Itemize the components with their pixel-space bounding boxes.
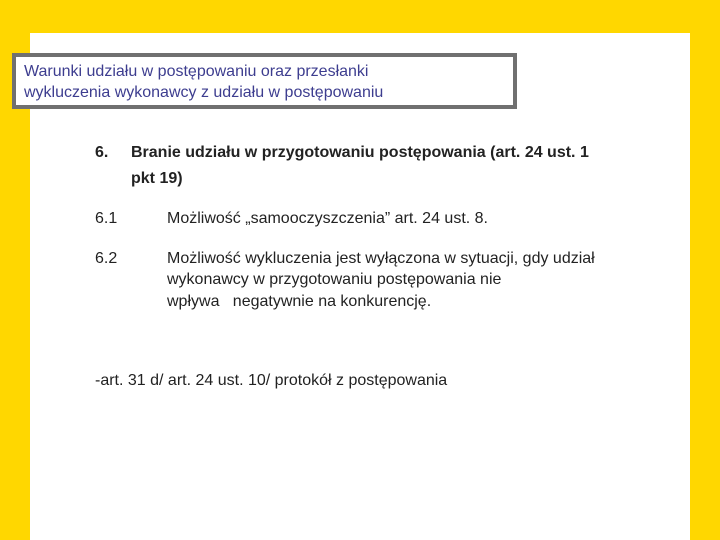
item-6-2-text-line-3: wpływa negatywnie na konkurencję. (167, 293, 432, 310)
item-6-2-text-line-2: wykonawcy w przygotowaniu postępowania nie (167, 271, 502, 288)
footer-note: -art. 31 d/ art. 24 ust. 10/ protokół z postępowania (95, 372, 448, 389)
slide-title-line-1: Warunki udziału w postępowaniu oraz przesłanki (24, 63, 369, 80)
section-heading-line-1: Branie udziału w przygotowaniu postępowania (art. 24 ust. 1 (131, 144, 589, 161)
slide-title-box (12, 53, 517, 109)
item-6-1-text: Możliwość „samooczyszczenia” art. 24 ust. 8. (167, 210, 488, 227)
item-6-2-number: 6.2 (95, 250, 118, 267)
item-6-1-number: 6.1 (95, 210, 118, 227)
slide-title-line-2: wykluczenia wykonawcy z udziału w postępowaniu (24, 84, 384, 101)
item-6-2-text-line-1: Możliwość wykluczenia jest wyłączona w sytuacji, gdy udział (167, 250, 595, 267)
section-heading-line-2: pkt 19) (131, 170, 183, 187)
section-number: 6. (95, 144, 109, 161)
